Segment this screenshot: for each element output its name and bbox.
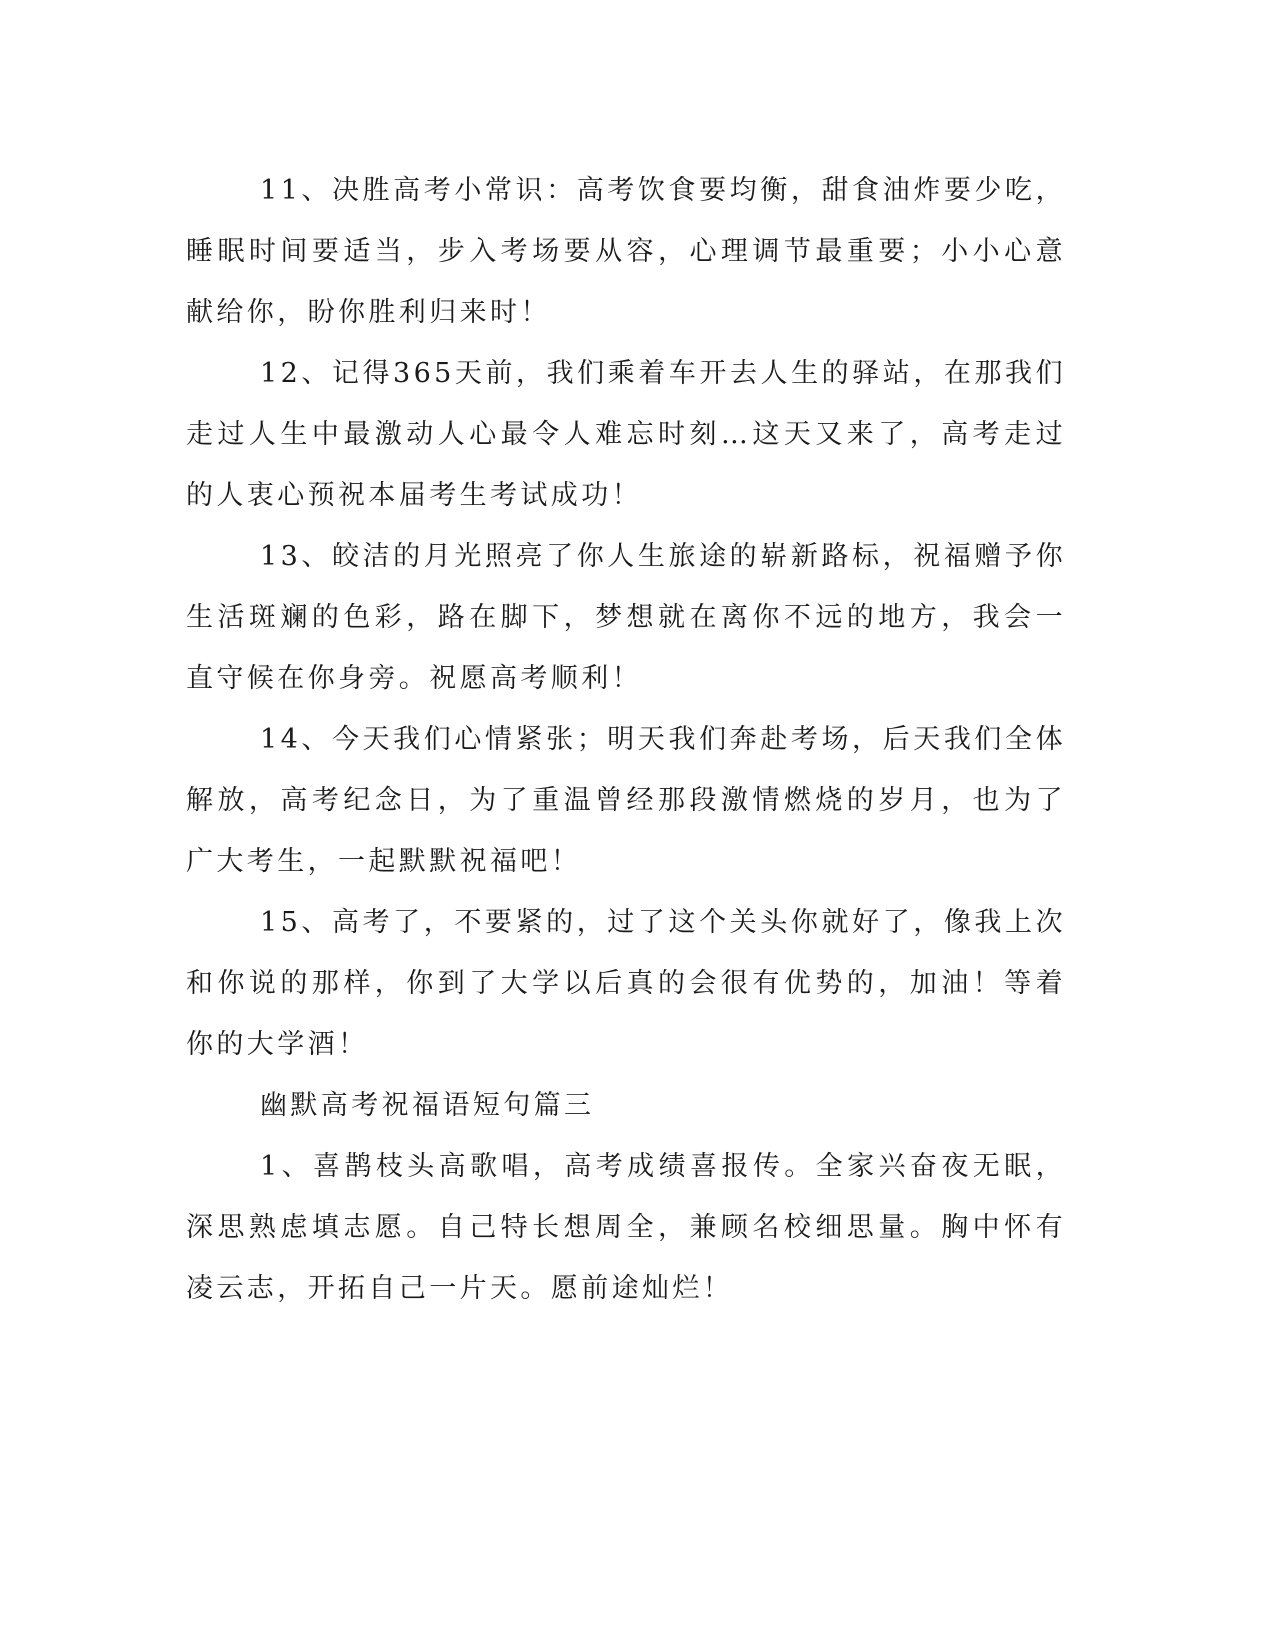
- section-paragraph-1: 1、喜鹊枝头高歌唱，高考成绩喜报传。全家兴奋夜无眠，深思熟虑填志愿。自己特长想周全，兼顾名校细思量。胸中怀有凌云志，开拓自己一片天。愿前途灿烂！: [186, 1151, 1066, 1304]
- paragraph-12: 12、记得365天前，我们乘着车开去人生的驿站，在那我们走过人生中最激动人心最令人难忘时刻…这天又来了，高考走过的人衷心预祝本届考生考试成功！: [186, 358, 1066, 511]
- section-heading: 幽默高考祝福语短句篇三: [260, 1090, 595, 1121]
- paragraph-13: 13、皎洁的月光照亮了你人生旅途的崭新路标，祝福赠予你生活斑斓的色彩，路在脚下，梦想就在离你不远的地方，我会一直守候在你身旁。祝愿高考顺利！: [186, 541, 1066, 694]
- paragraph-14: 14、今天我们心情紧张；明天我们奔赴考场，后天我们全体解放，高考纪念日，为了重温曾经那段激情燃烧的岁月，也为了广大考生，一起默默祝福吧！: [186, 724, 1066, 877]
- paragraph-11: 11、决胜高考小常识：高考饮食要均衡，甜食油炸要少吃，睡眠时间要适当，步入考场要从容，心理调节最重要；小小心意献给你，盼你胜利归来时！: [186, 175, 1066, 328]
- paragraph-15: 15、高考了，不要紧的，过了这个关头你就好了，像我上次和你说的那样，你到了大学以后真的会很有优势的，加油！等着你的大学酒！: [186, 907, 1066, 1060]
- document-body: [186, 160, 1066, 1319]
